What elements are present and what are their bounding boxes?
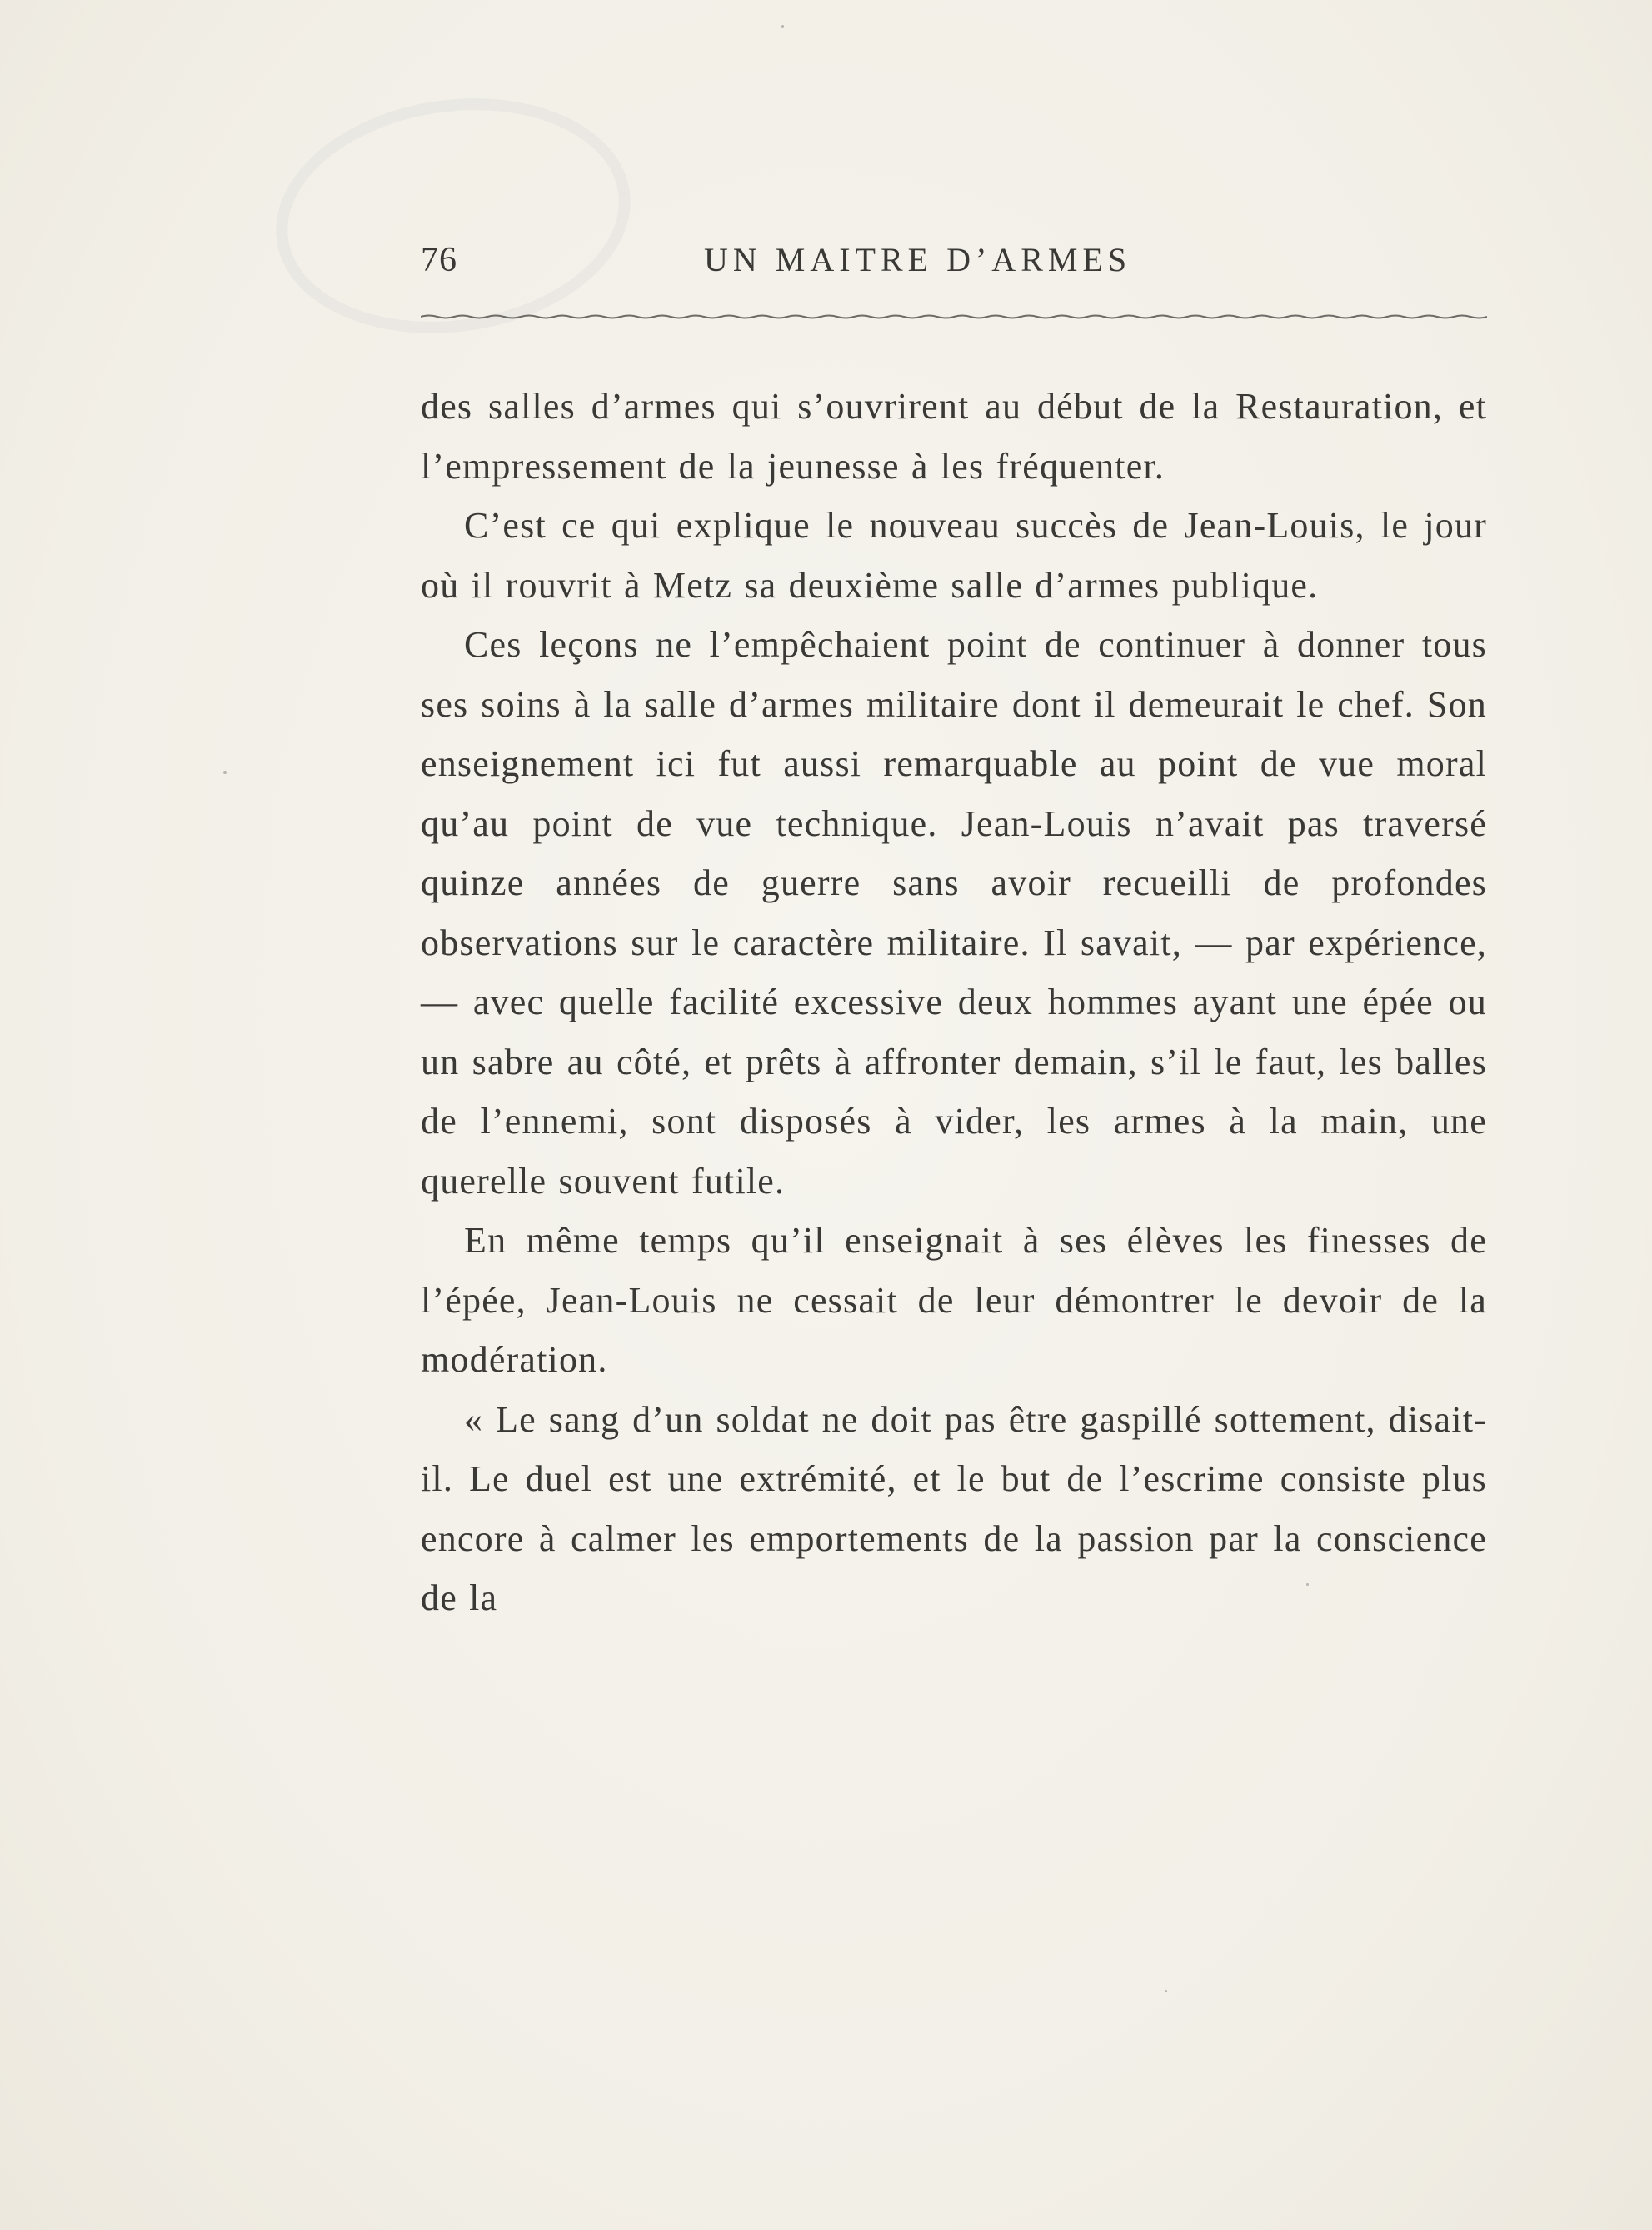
paragraph: Ces leçons ne l’empêchaient point de continuer à donner tous ses soins à la salle d’armes militaire dont il demeurait le chef. Son enseignement ici fut aussi remarquable au point de vue moral qu’au point de vue technique. Jean-Louis n’avait pas traversé quinze années de guerre sans avoir recueilli de profondes observations sur le caractère militaire. Il savait, — par expérience, — avec quelle facilité excessive deux hommes ayant une épée ou un sabre au côté, et prêts à affronter demain, s’il le faut, les balles de l’ennemi, sont disposés à vider, les armes à la main, une querelle souvent futile.: [421, 624, 1487, 1202]
paragraph: « Le sang d’un soldat ne doit pas être gaspillé sottement, disait-il. Le duel est une extrémité, et le but de l’escrime consiste plus encore à calmer les emportements de la passion par la conscience de la: [421, 1398, 1487, 1618]
paper-fleck: [223, 771, 227, 774]
page-header: [421, 235, 1487, 285]
paper-fleck: [1306, 1583, 1309, 1586]
running-title: UN MAITRE D’ARMES: [704, 241, 1132, 278]
paragraph: C’est ce qui explique le nouveau succès de Jean-Louis, le jour où il rouvrit à Metz sa deuxième salle d’armes publique.: [421, 505, 1487, 606]
page-number: 76: [421, 241, 457, 279]
paper-fleck: [781, 25, 784, 28]
header-rule: [421, 310, 1487, 323]
paragraph: En même temps qu’il enseignait à ses élèves les finesses de l’épée, Jean-Louis ne cessait de leur démontrer le devoir de la modération.: [421, 1220, 1487, 1380]
paragraph: des salles d’armes qui s’ouvrirent au début de la Restauration, et l’empressement de la jeunesse à les fréquenter.: [421, 386, 1487, 487]
body-text: [421, 377, 1487, 1628]
paper-fleck: [1165, 1990, 1167, 1992]
